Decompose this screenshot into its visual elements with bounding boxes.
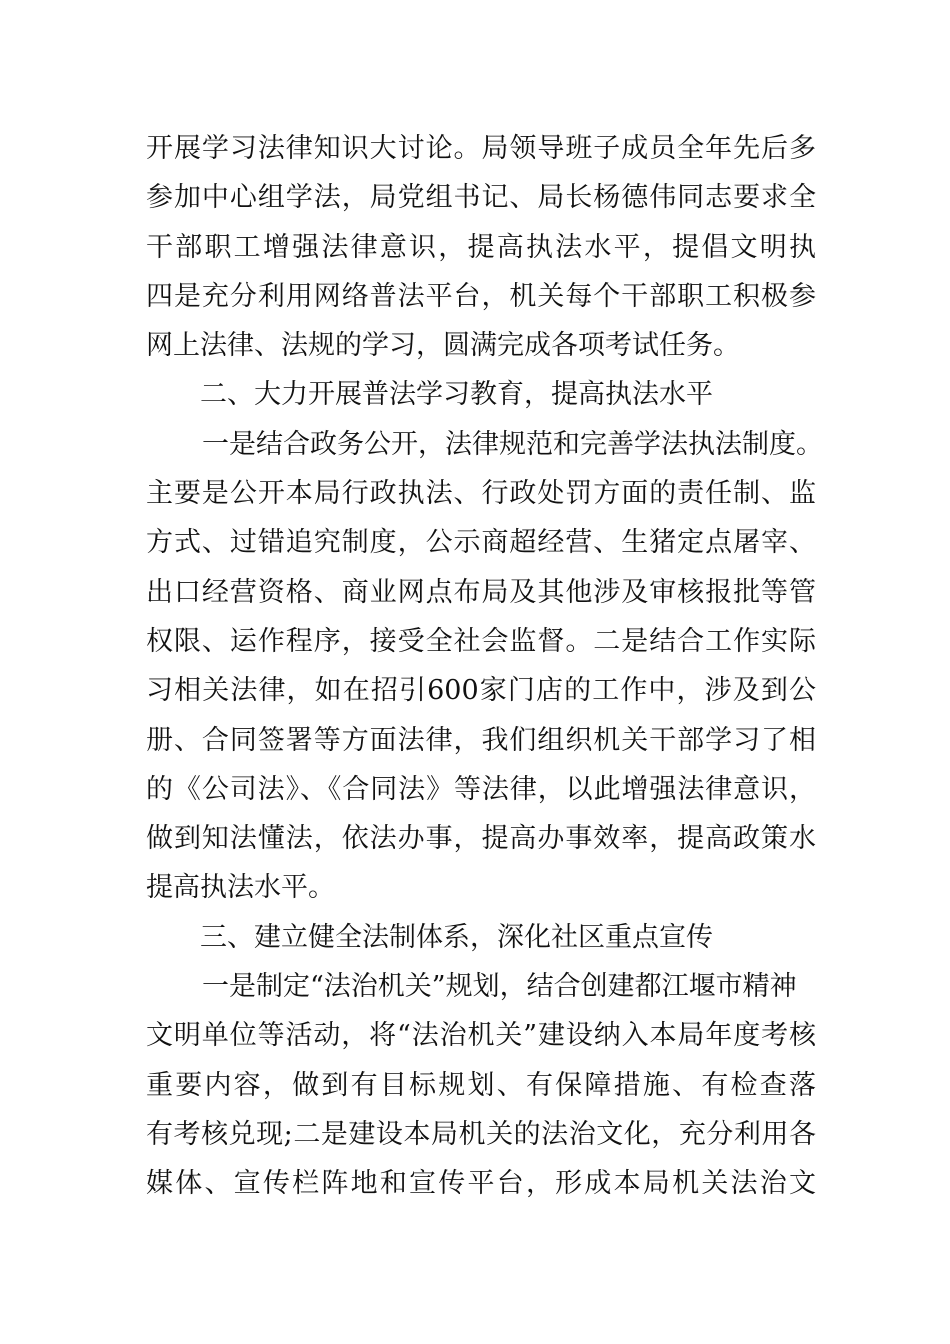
paragraph-first-line: 一是结合政务公开，法律规范和完善学法执法制度。 — [202, 428, 823, 460]
section-heading: 二、大力开展普法学习教育，提高执法水平 — [200, 379, 713, 411]
body-line: 出口经营资格、商业网点布局及其他涉及审核报批等管 — [146, 576, 816, 608]
document-body — [146, 124, 823, 1209]
body-line: 权限、运作程序，接受全社会监督。二是结合工作实际 — [146, 625, 816, 657]
paragraph-first-line: 一是制定“法治机关”规划，结合创建都江堰市精神 — [202, 971, 797, 1003]
body-line: 习相关法律，如在招引600家门店的工作中，涉及到公 — [146, 675, 816, 707]
body-line: 网上法律、法规的学习，圆满完成各项考试任务。 — [146, 330, 740, 362]
body-line: 主要是公开本局行政执法、行政处罚方面的责任制、监 — [146, 478, 816, 510]
body-line: 提高执法水平。 — [146, 872, 335, 904]
body-line: 的《公司法》、《合同法》等法律，以此增强法律意识， — [146, 773, 816, 805]
section-heading: 三、建立健全法制体系，深化社区重点宣传 — [200, 921, 713, 953]
body-line: 开展学习法律知识大讨论。局领导班子成员全年先后多 — [146, 133, 816, 164]
body-line: 四是充分利用网络普法平台，机关每个干部职工积极参 — [146, 280, 816, 312]
body-line: 文明单位等活动，将“法治机关”建设纳入本局年度考核 — [146, 1020, 816, 1052]
body-line: 册、合同签署等方面法律，我们组织机关干部学习了相 — [146, 724, 816, 756]
body-line: 媒体、宣传栏阵地和宣传平台，形成本局机关法治文 — [146, 1168, 816, 1200]
body-line: 方式、过错追究制度，公示商超经营、生猪定点屠宰、 — [146, 527, 816, 559]
body-line: 干部职工增强法律意识，提高执法水平，提倡文明执 — [146, 231, 816, 263]
body-line: 重要内容，做到有目标规划、有保障措施、有检查落 — [146, 1069, 816, 1101]
body-line: 有考核兑现;二是建设本局机关的法治文化，充分利用各 — [146, 1118, 816, 1150]
body-line: 参加中心组学法，局党组书记、局长杨德伟同志要求全 — [146, 182, 816, 214]
body-line: 做到知法懂法，依法办事，提高办事效率，提高政策水 — [146, 823, 816, 855]
